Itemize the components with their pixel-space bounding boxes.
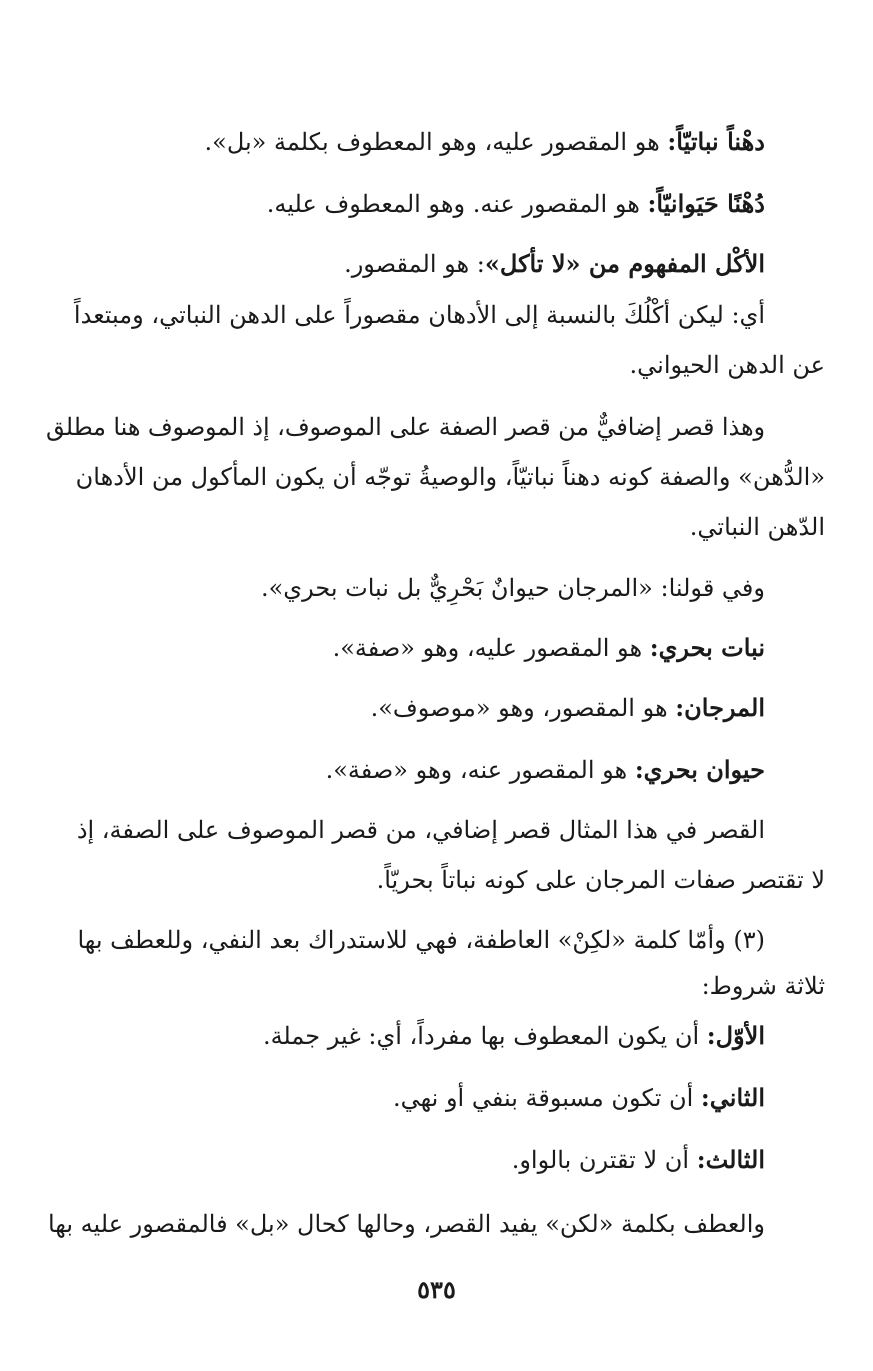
text-line xyxy=(326,752,765,788)
text-line xyxy=(261,570,765,606)
line-text: أن تكون مسبوقة بنفي أو نهي. xyxy=(392,1084,701,1112)
line-text: هو المقصور عنه. وهو المعطوف عليه. xyxy=(266,190,648,218)
line-text: الدّهن النباتي. xyxy=(689,513,825,541)
bold-term: الأوّل: xyxy=(706,1021,765,1050)
text-line xyxy=(267,186,765,222)
line-text: هو المقصور عليه، وهو المعطوف بكلمة «بل». xyxy=(204,128,668,156)
text-line xyxy=(74,297,765,333)
line-text: هو المقصور عليه، وهو «صفة». xyxy=(332,634,650,662)
line-text: لا تقتصر صفات المرجان على كونه نباتاً بحريّاً. xyxy=(376,866,825,894)
text-line xyxy=(690,509,825,545)
line-text: أن لا تقترن بالواو. xyxy=(511,1146,697,1174)
line-text: أي: ليكن أكْلُكَ بالنسبة إلى الأدهان مقصوراً على الدهن النباتي، ومبتعداً xyxy=(73,301,765,329)
line-text: القصر في هذا المثال قصر إضافي، من قصر الموصوف على الصفة، إذ xyxy=(76,816,765,844)
line-text: «الدُّهن» والصفة كونه دهناً نباتيّاً، والوصيةُ توجّه أن يكون المأكول من الأدهان xyxy=(75,463,825,491)
text-line xyxy=(371,690,765,726)
line-text: وهذا قصر إضافيٌّ من قصر الصفة على الموصوف، إذ الموصوف هنا مطلق xyxy=(45,413,765,441)
text-line xyxy=(512,1142,765,1178)
bold-term: الأكْل المفهوم من «لا تأكل» xyxy=(484,249,765,278)
line-text: عن الدهن الحيواني. xyxy=(629,351,825,379)
line-text: هو المقصور عنه، وهو «صفة». xyxy=(325,756,635,784)
text-line xyxy=(333,630,765,666)
line-text: أن يكون المعطوف بها مفرداً، أي: غير جملة. xyxy=(262,1022,707,1050)
line-text: هو المقصور، وهو «موصوف». xyxy=(370,694,676,722)
line-text: والعطف بكلمة «لكن» يفيد القصر، وحالها كحال «بل» فالمقصور عليه بها xyxy=(47,1210,765,1238)
line-text: : هو المقصور. xyxy=(344,250,485,278)
text-line xyxy=(76,459,825,495)
line-text: (٣) وأمّا كلمة «لكِنْ» العاطفة، فهي للاستدراك بعد النفي، وللعطف بها xyxy=(77,926,765,954)
bold-term: دُهْنًا حَيَوانيّاً: xyxy=(647,189,765,218)
text-line xyxy=(205,124,765,160)
bold-term: حيوان بحري: xyxy=(634,755,765,784)
page-number: ٥٣٥ xyxy=(417,1275,456,1304)
bold-term: نبات بحري: xyxy=(649,633,765,662)
bold-term: الثاني: xyxy=(700,1083,765,1112)
text-line xyxy=(263,1018,765,1054)
text-line xyxy=(630,347,825,383)
text-line xyxy=(77,812,765,848)
bold-term: الثالث: xyxy=(696,1145,765,1174)
line-text: ثلاثة شروط: xyxy=(701,972,825,1000)
text-line xyxy=(46,409,765,445)
text-line xyxy=(48,1206,765,1242)
text-line xyxy=(702,968,825,1004)
line-text: وفي قولنا: «المرجان حيوانٌ بَحْرِيٌّ بل نبات بحري». xyxy=(260,574,765,602)
bold-term: دهْناً نباتيّاً: xyxy=(667,127,765,156)
text-line xyxy=(344,246,765,282)
bold-term: المرجان: xyxy=(675,693,765,722)
text-line xyxy=(393,1080,765,1116)
text-line xyxy=(377,862,825,898)
text-line xyxy=(77,922,765,958)
